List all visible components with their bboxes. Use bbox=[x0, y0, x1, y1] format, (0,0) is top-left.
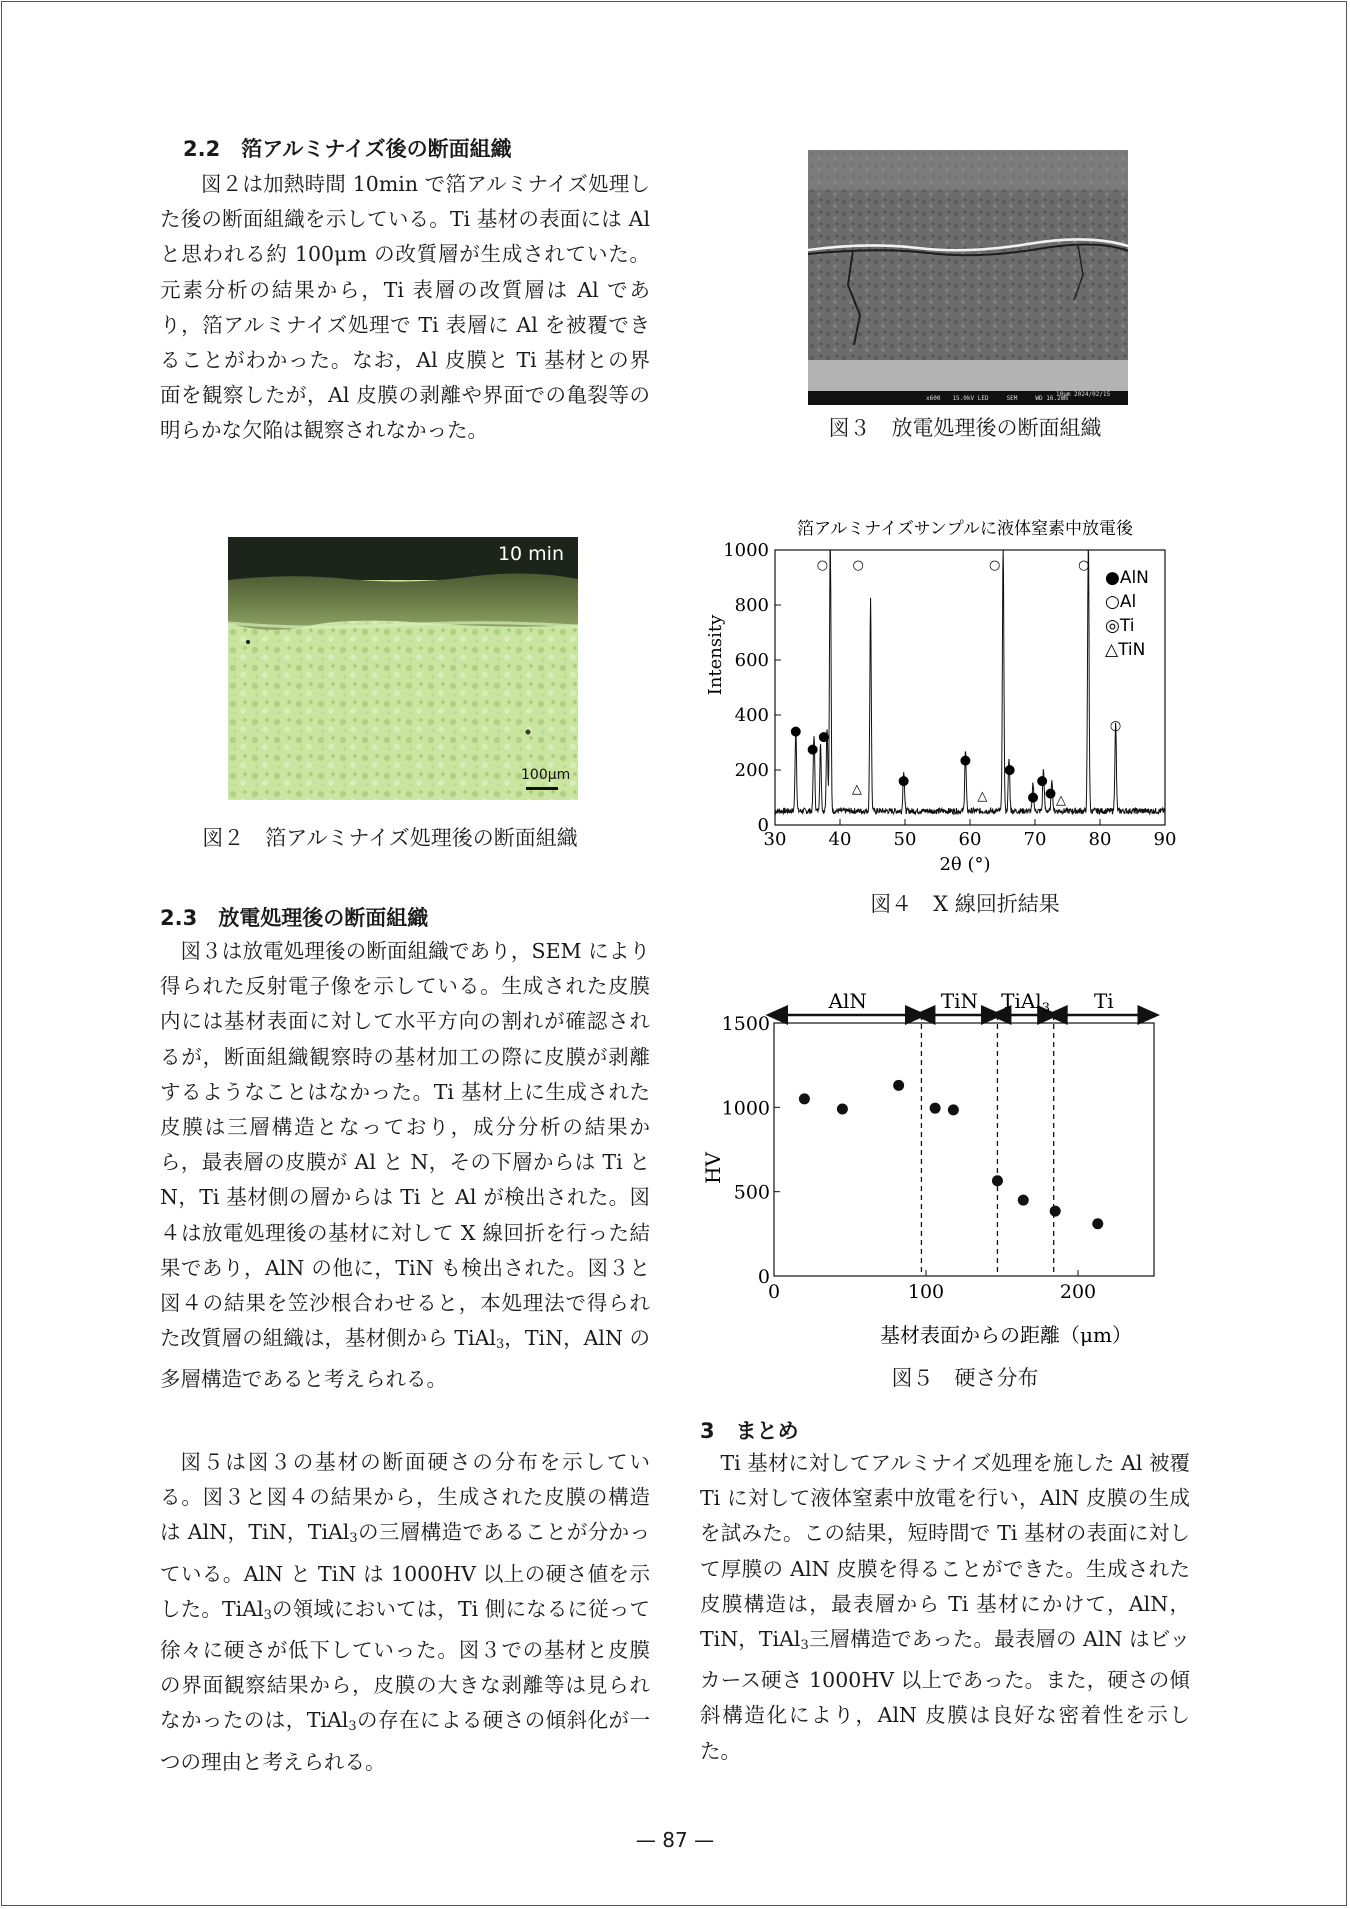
fig5-x-tick-label: 0 bbox=[767, 1281, 781, 1303]
fig5-region-label: AlN bbox=[828, 989, 867, 1013]
fig4-xrd-line bbox=[775, 550, 1165, 814]
fig4-y-tick-label: 800 bbox=[734, 595, 769, 616]
fig2-caption: 図２ 箔アルミナイズ処理後の断面組織 bbox=[202, 826, 578, 850]
fig5-data-point bbox=[1050, 1206, 1061, 1217]
fig4-peak-marker: ○ bbox=[1078, 557, 1090, 573]
fig4-x-tick-label: 90 bbox=[1153, 829, 1177, 850]
fig4-y-tick-label: 400 bbox=[734, 705, 769, 726]
fig5-caption: 図５ 硬さ分布 bbox=[891, 1366, 1039, 1390]
fig4-peak-marker: ● bbox=[1027, 790, 1039, 806]
section-2-3-paragraph-2 bbox=[160, 1445, 650, 1780]
fig4-peak-marker: ● bbox=[898, 773, 910, 789]
section-2-2-heading: 2.2 箔アルミナイズ後の断面組織 bbox=[183, 137, 512, 161]
section-2-3-para2-text-b: の三層構造であることが分かっている。AlN と TiN は 1000HV 以上の硬さ値を示した。TiAl bbox=[160, 1520, 651, 1621]
fig4-peak-marker: ● bbox=[807, 742, 819, 757]
fig5-plot-frame bbox=[774, 1023, 1154, 1276]
fig5-region-label: Ti bbox=[1093, 989, 1114, 1013]
section-2-3-heading: 2.3 放電処理後の断面組織 bbox=[160, 906, 429, 930]
fig5-data-point bbox=[930, 1103, 941, 1114]
subscript-3: 3 bbox=[349, 1531, 358, 1547]
fig2-micrograph bbox=[228, 537, 578, 800]
section-2-3-para2-text-a: 図５は図３の基材の断面硬さの分布を示している。図３と図４の結果から，生成された皮膜の構造は AlN，TiN，TiAl bbox=[160, 1450, 650, 1545]
fig5-xlabel: 基材表面からの距離（μm） bbox=[880, 1323, 1132, 1347]
fig4-y-tick-label: 0 bbox=[757, 815, 769, 836]
section-2-3-para2-text-c: の領域においては，Ti 側になるに従って徐々に硬さが低下していった。図３での基材と皮膜の界面観察結果から，皮膜の大きな剥離等は見られなかったのは，TiAl bbox=[160, 1596, 650, 1733]
fig4-peak-marker: ● bbox=[1036, 773, 1048, 789]
section-2-3-paragraph-1 bbox=[160, 934, 650, 1398]
fig5-y-tick-label: 1000 bbox=[721, 1097, 770, 1120]
fig5-x-tick-label: 100 bbox=[907, 1281, 945, 1303]
fig4-title: 箔アルミナイズサンプルに液体窒素中放電後 bbox=[796, 519, 1134, 539]
fig4-peak-marker: ○ bbox=[1109, 718, 1122, 734]
fig4-peak-marker: ● bbox=[790, 724, 802, 740]
fig2-time-label: 10 min bbox=[497, 543, 564, 565]
fig4-legend-entry: ○Al bbox=[1105, 592, 1137, 612]
section-2-3-para2-text-d: の存在による硬さの傾斜化が一つの理由と考えられる。 bbox=[160, 1708, 651, 1774]
fig5-data-point bbox=[1092, 1218, 1103, 1229]
fig4-ylabel: Intensity bbox=[705, 614, 726, 696]
fig4-peak-marker: △ bbox=[1056, 792, 1066, 808]
fig4-y-tick-label: 600 bbox=[734, 650, 769, 671]
subscript-3: 3 bbox=[495, 1337, 505, 1353]
section-2-2-body: 図２は加熱時間 10min で箔アルミナイズ処理した後の断面組織を示している。Ti 基材の表面には Al と思われる約 100μm の改質層が生成されていた。元素分析の結果から，Ti 表層の改質層は Al であり，箔アルミナイズ処理で Ti 表層に Al を被覆できることがわかった。なお，Al 皮膜と Ti 基材との界面を観察したが，Al 皮膜の剥離や界面での亀裂等の明らかな欠陥は観察されなかった。 bbox=[160, 172, 650, 443]
subscript-3: 3 bbox=[263, 1607, 272, 1623]
fig5-hardness-chart bbox=[690, 980, 1170, 1347]
fig5-region-label: TiN bbox=[940, 989, 979, 1013]
fig4-legend-entry: ◎Ti bbox=[1105, 616, 1135, 636]
fig4-peak-marker: ● bbox=[1003, 762, 1016, 778]
fig4-xrd-chart bbox=[690, 510, 1177, 875]
fig5-x-tick-label: 200 bbox=[1059, 1281, 1097, 1303]
section-2-3-para1-tail: ，TiN，AlN の多層構造であると考えられる。 bbox=[160, 1326, 650, 1392]
fig4-peak-marker: ● bbox=[1044, 786, 1057, 801]
fig5-y-tick-label: 500 bbox=[733, 1181, 770, 1204]
fig4-x-tick-label: 70 bbox=[1023, 829, 1047, 850]
section-3-body bbox=[700, 1446, 1190, 1769]
fig5-data-point bbox=[837, 1104, 848, 1115]
page-number: — 87 — bbox=[635, 1828, 715, 1852]
fig4-xlabel: 2θ (°) bbox=[939, 854, 991, 875]
fig2-scale-label: 100μm bbox=[521, 767, 571, 783]
fig4-y-tick-label: 200 bbox=[734, 760, 769, 781]
fig5-data-point bbox=[799, 1093, 810, 1104]
fig5-y-tick-label: 0 bbox=[757, 1266, 770, 1288]
fig4-x-tick-label: 60 bbox=[958, 829, 982, 850]
fig4-peak-marker: △ bbox=[851, 781, 862, 797]
fig3-sem-image bbox=[808, 150, 1128, 405]
fig2-scale-bar bbox=[526, 787, 558, 790]
fig4-x-tick-label: 30 bbox=[763, 829, 787, 850]
fig4-y-tick-label: 1000 bbox=[723, 540, 769, 561]
fig4-caption: 図４ X 線回折結果 bbox=[870, 892, 1060, 916]
fig5-data-point bbox=[1018, 1195, 1029, 1206]
fig3-sem-info: x600 15.0kV LED SEM WD 16.2mm bbox=[926, 395, 1068, 402]
fig5-ylabel: HV bbox=[701, 1152, 725, 1184]
section-2-3-para1-text: 図３は放電処理後の断面組織であり，SEM により得られた反射電子像を示している。生成された皮膜内には基材表面に対して水平方向の割れが確認されるが，断面組織観察時の基材加工の際に皮膜が剥離するようなことはなかった。Ti 基材上に生成された皮膜は三層構造となっており，成分分析の結果から，最表層の皮膜が Al と N，その下層からは Ti と N，Ti 基材側の層からは Ti と Al が検出された。図４は放電処理後の基材に対して X 線回折を行った結果であり，AlN の他に，TiN も検出された。図３と図４の結果を笠沙根合わせると，本処理法で得られた改質層の組織は，基材側から TiAl bbox=[160, 939, 650, 1351]
fig5-data-point bbox=[992, 1175, 1003, 1186]
section-3-text-b: 三層構造であった。最表層の AlN はビッカース硬さ 1000HV 以上であった。また，硬さの傾斜構造化により，AlN 皮膜は良好な密着性を示した。 bbox=[700, 1627, 1190, 1763]
fig4-legend-entry: ●AlN bbox=[1105, 568, 1149, 588]
fig4-peak-marker: ● bbox=[818, 729, 830, 745]
section-3-text-a: Ti 基材に対してアルミナイズ処理を施した Al 被覆 Ti に対して液体窒素中放電を行い，AlN 皮膜の生成を試みた。この結果，短時間で Ti 基材の表面に対して厚膜の AlN 皮膜を得ることができた。生成された皮膜構造は，最表層から Ti 基材にかけて，AlN，TiN，TiAl bbox=[700, 1451, 1190, 1652]
fig4-x-tick-label: 50 bbox=[893, 829, 917, 850]
fig4-peak-marker: △ bbox=[977, 788, 988, 804]
subscript-3: 3 bbox=[800, 1638, 809, 1654]
section-3-heading: 3 まとめ bbox=[700, 1419, 799, 1443]
subscript-3: 3 bbox=[348, 1719, 357, 1735]
fig5-region-label: TiAl$_3$ bbox=[1001, 989, 1050, 1016]
fig5-y-tick-label: 1500 bbox=[721, 1013, 770, 1035]
fig3-caption: 図３ 放電処理後の断面組織 bbox=[828, 416, 1102, 440]
fig4-x-tick-label: 80 bbox=[1088, 829, 1112, 850]
fig4-peak-marker: ○ bbox=[816, 557, 829, 573]
fig3-sem-scale: 10μm 2024/02/15 bbox=[1056, 391, 1111, 398]
fig4-peak-marker: ● bbox=[959, 753, 972, 768]
fig5-data-point bbox=[893, 1080, 904, 1091]
fig4-x-tick-label: 40 bbox=[828, 829, 852, 850]
fig5-data-point bbox=[948, 1104, 959, 1115]
fig4-peak-marker: ○ bbox=[989, 557, 1001, 573]
fig4-peak-marker: ○ bbox=[852, 557, 864, 573]
fig5-region-label-sub: 3 bbox=[1041, 1001, 1050, 1016]
fig4-legend-entry: △TiN bbox=[1105, 640, 1146, 660]
